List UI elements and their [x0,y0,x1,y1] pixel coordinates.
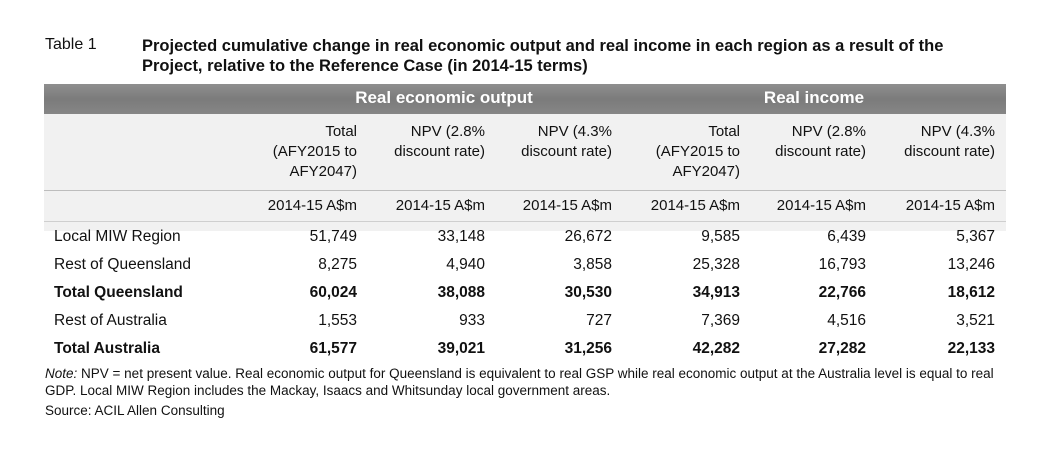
table-cell: 61,577 [309,340,357,357]
table-cell: 38,088 [437,284,485,301]
note-text: NPV = net present value. Real economic output for Queensland is equivalent to real GSP while real economic output at the Australia level is equal to real GDP. Local MIW Region includes the Mackay, Isaacs and Whitsunday local government areas. [45,366,994,398]
table-note [45,365,1005,399]
table-cell: 4,940 [446,256,485,273]
row-label: Total Queensland [54,284,183,301]
table-cell: 51,749 [309,228,357,245]
table-cell: 5,367 [956,228,995,245]
unit-label-3: 2014-15 A$m [522,197,612,214]
table-row [44,309,1006,337]
column-header-3: NPV (4.3% discount rate) [521,123,612,160]
table-cell: 13,246 [947,256,995,273]
table-source: Source: ACIL Allen Consulting [45,403,225,418]
table-cell: 7,369 [701,312,740,329]
row-label: Rest of Queensland [54,256,192,273]
table-cell: 31,256 [564,340,612,357]
row-label: Local MIW Region [54,228,181,245]
table-cell: 42,282 [692,340,740,357]
table-row [44,337,1006,365]
column-header-6: NPV (4.3% discount rate) [904,123,995,160]
table-cell: 39,021 [437,340,485,357]
table-cell: 30,530 [564,284,612,301]
group-header-band [44,84,1006,114]
table-row [44,225,1006,253]
table-number: Table 1 [45,36,97,53]
table-cell: 18,612 [947,284,995,301]
table-cell: 4,516 [827,312,866,329]
group-label-real-income: Real income [763,88,865,107]
table-cell: 26,672 [564,228,612,245]
unit-label-6: 2014-15 A$m [905,197,995,214]
table-cell: 3,521 [956,312,995,329]
table-cell: 6,439 [827,228,866,245]
table-cell: 727 [586,312,612,329]
group-label-economic-output: Real economic output [355,88,533,107]
unit-label-4: 2014-15 A$m [650,197,740,214]
unit-label-2: 2014-15 A$m [395,197,485,214]
table-cell: 34,913 [692,284,740,301]
table-cell: 25,328 [692,256,740,273]
table-row [44,253,1006,281]
row-label: Rest of Australia [54,312,167,329]
table-cell: 33,148 [437,228,485,245]
table-cell: 8,275 [318,256,357,273]
table-cell: 1,553 [318,312,357,329]
row-label: Total Australia [54,340,160,357]
table-cell: 27,282 [818,340,866,357]
table-cell: 22,766 [818,284,866,301]
unit-label-1: 2014-15 A$m [267,197,357,214]
table-cell: 3,858 [573,256,612,273]
table-cell: 16,793 [818,256,866,273]
table-cell: 22,133 [947,340,995,357]
header-divider [44,190,1006,191]
column-header-5: NPV (2.8% discount rate) [775,123,866,160]
note-prefix: Note: [45,366,78,381]
column-header-1: Total (AFY2015 to AFY2047) [272,123,357,180]
table-title: Projected cumulative change in real economic output and real income in each region as a result of the Project, relative to the Reference Case (in 2014-15 terms) [142,37,944,75]
table-cell: 9,585 [701,228,740,245]
table-row [44,281,1006,309]
table-cell: 60,024 [309,284,357,301]
table-cell: 933 [459,312,485,329]
units-divider [44,221,1006,222]
column-header-4: Total (AFY2015 to AFY2047) [655,123,740,180]
unit-label-5: 2014-15 A$m [776,197,866,214]
column-header-2: NPV (2.8% discount rate) [394,123,485,160]
